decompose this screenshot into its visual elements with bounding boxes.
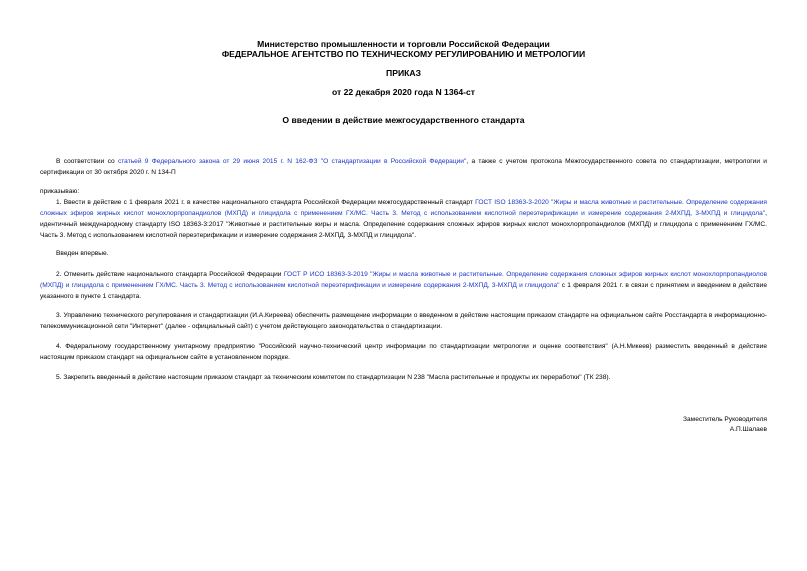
paragraph-5: 5. Закрепить введенный в действие настоящим приказом стандарт за техническим комитетом по стандартизации N 238 "Масла растительные и продукты их переработки" (ТК 238). bbox=[56, 374, 611, 381]
intro-text-start: В соответствии со bbox=[56, 158, 118, 165]
paragraph-1-text-start: 1. Ввести в действие с 1 февраля 2021 г. в качестве национального стандарта Российской Федерации межгосударственный стандарт bbox=[56, 199, 476, 206]
paragraph-2-text-start: 2. Отменить действие национального стандарта Российской Федерации bbox=[56, 271, 284, 278]
law-article-link[interactable]: статьей 9 Федерального закона от 29 июня 2015 г. N 162-ФЗ "О стандартизации в Российской Федерации" bbox=[117, 158, 467, 165]
paragraph-4: 4. Федеральному государственному унитарному предприятию "Российский научно-технический центр информации по стандартизации метрологии и оценке соответствия" (А.Н.Микеев) разместить введенный в действие настоящим приказом стандарт на официальном сайте в установленном порядке. bbox=[40, 343, 767, 361]
document-date-number: от 22 декабря 2020 года N 1364-ст bbox=[331, 87, 476, 97]
gost-iso-18363-3-2020-link[interactable]: ГОСТ ISO 18363-3-2020 "Жиры и масла животные и растительные. Определение содержания сложных эфиров жирных кислот монохлорпропандиолов (МХПД) и глицидола с применением ГХ/МС. Часть 3. Метод с использованием кислотной переэтерификации и измерение содержания 2-МХПД, 3-МХПД и глицидола" bbox=[40, 199, 767, 217]
paragraph-2-text-end: с 1 февраля 2021 г. в связи с принятием и введением в действие указанного в пункте 1 стандарта. bbox=[40, 282, 767, 300]
document-type: ПРИКАЗ bbox=[386, 68, 421, 78]
document-title: О введении в действие межгосударственного стандарта bbox=[282, 115, 525, 125]
gost-r-iso-18363-3-2019-link[interactable]: ГОСТ Р ИСО 18363-3-2019 "Жиры и масла животные и растительные. Определение содержания сложных эфиров жирных кислот монохлорпропандиолов (МХПД) и глицидола с применением ГХ/МС. Часть 3. Метод с использованием кислотной переэтерификации и измерение содержания 2-МХПД, 3-МХПД и глицидола" bbox=[40, 271, 768, 289]
paragraph-3: 3. Управлению технического регулирования и стандартизации (И.А.Киреева) обеспечить размещение информации о введенном в действие настоящим приказом стандарте на официальном сайте Росстандарта в информационно-телекоммуникационной сети "Интернет" (далее - официальный сайт) с учетом действующего законодательства о стандартизации. bbox=[40, 312, 767, 330]
paragraph-2 bbox=[40, 269, 767, 302]
agency-name: ФЕДЕРАЛЬНОЕ АГЕНТСТВО ПО ТЕХНИЧЕСКОМУ РЕГУЛИРОВАНИЮ И МЕТРОЛОГИИ bbox=[221, 49, 586, 59]
signatory-position: Заместитель Руководителя bbox=[683, 416, 767, 423]
ministry-name: Министерство промышленности и торговли Российской Федерации bbox=[257, 39, 550, 49]
first-introduced-note: Введен впервые. bbox=[56, 250, 109, 257]
intro-text-end: , а также с учетом протокола Межгосударственного совета по стандартизации, метрологии и сертификации от 30 октября 2020 г. N 134-П bbox=[40, 158, 767, 176]
paragraph-1 bbox=[40, 197, 767, 241]
signatory-name: А.П.Шалаев bbox=[729, 426, 767, 433]
intro-paragraph bbox=[40, 156, 767, 178]
paragraph-1-text-end: , идентичный международному стандарту ISO 18363-3:2017 "Животные и растительные жиры и масла. Определение содержания сложных эфиров жирных кислот монохлорпропандиолов (МХПД) и глицидола с применением ГХ/МС. Часть 3. Метод с использованием кислотной переэтерификации и измерение содержания 2-МХПД, 3-МХПД и глицидола". bbox=[40, 210, 767, 239]
order-word: приказываю: bbox=[40, 188, 80, 195]
